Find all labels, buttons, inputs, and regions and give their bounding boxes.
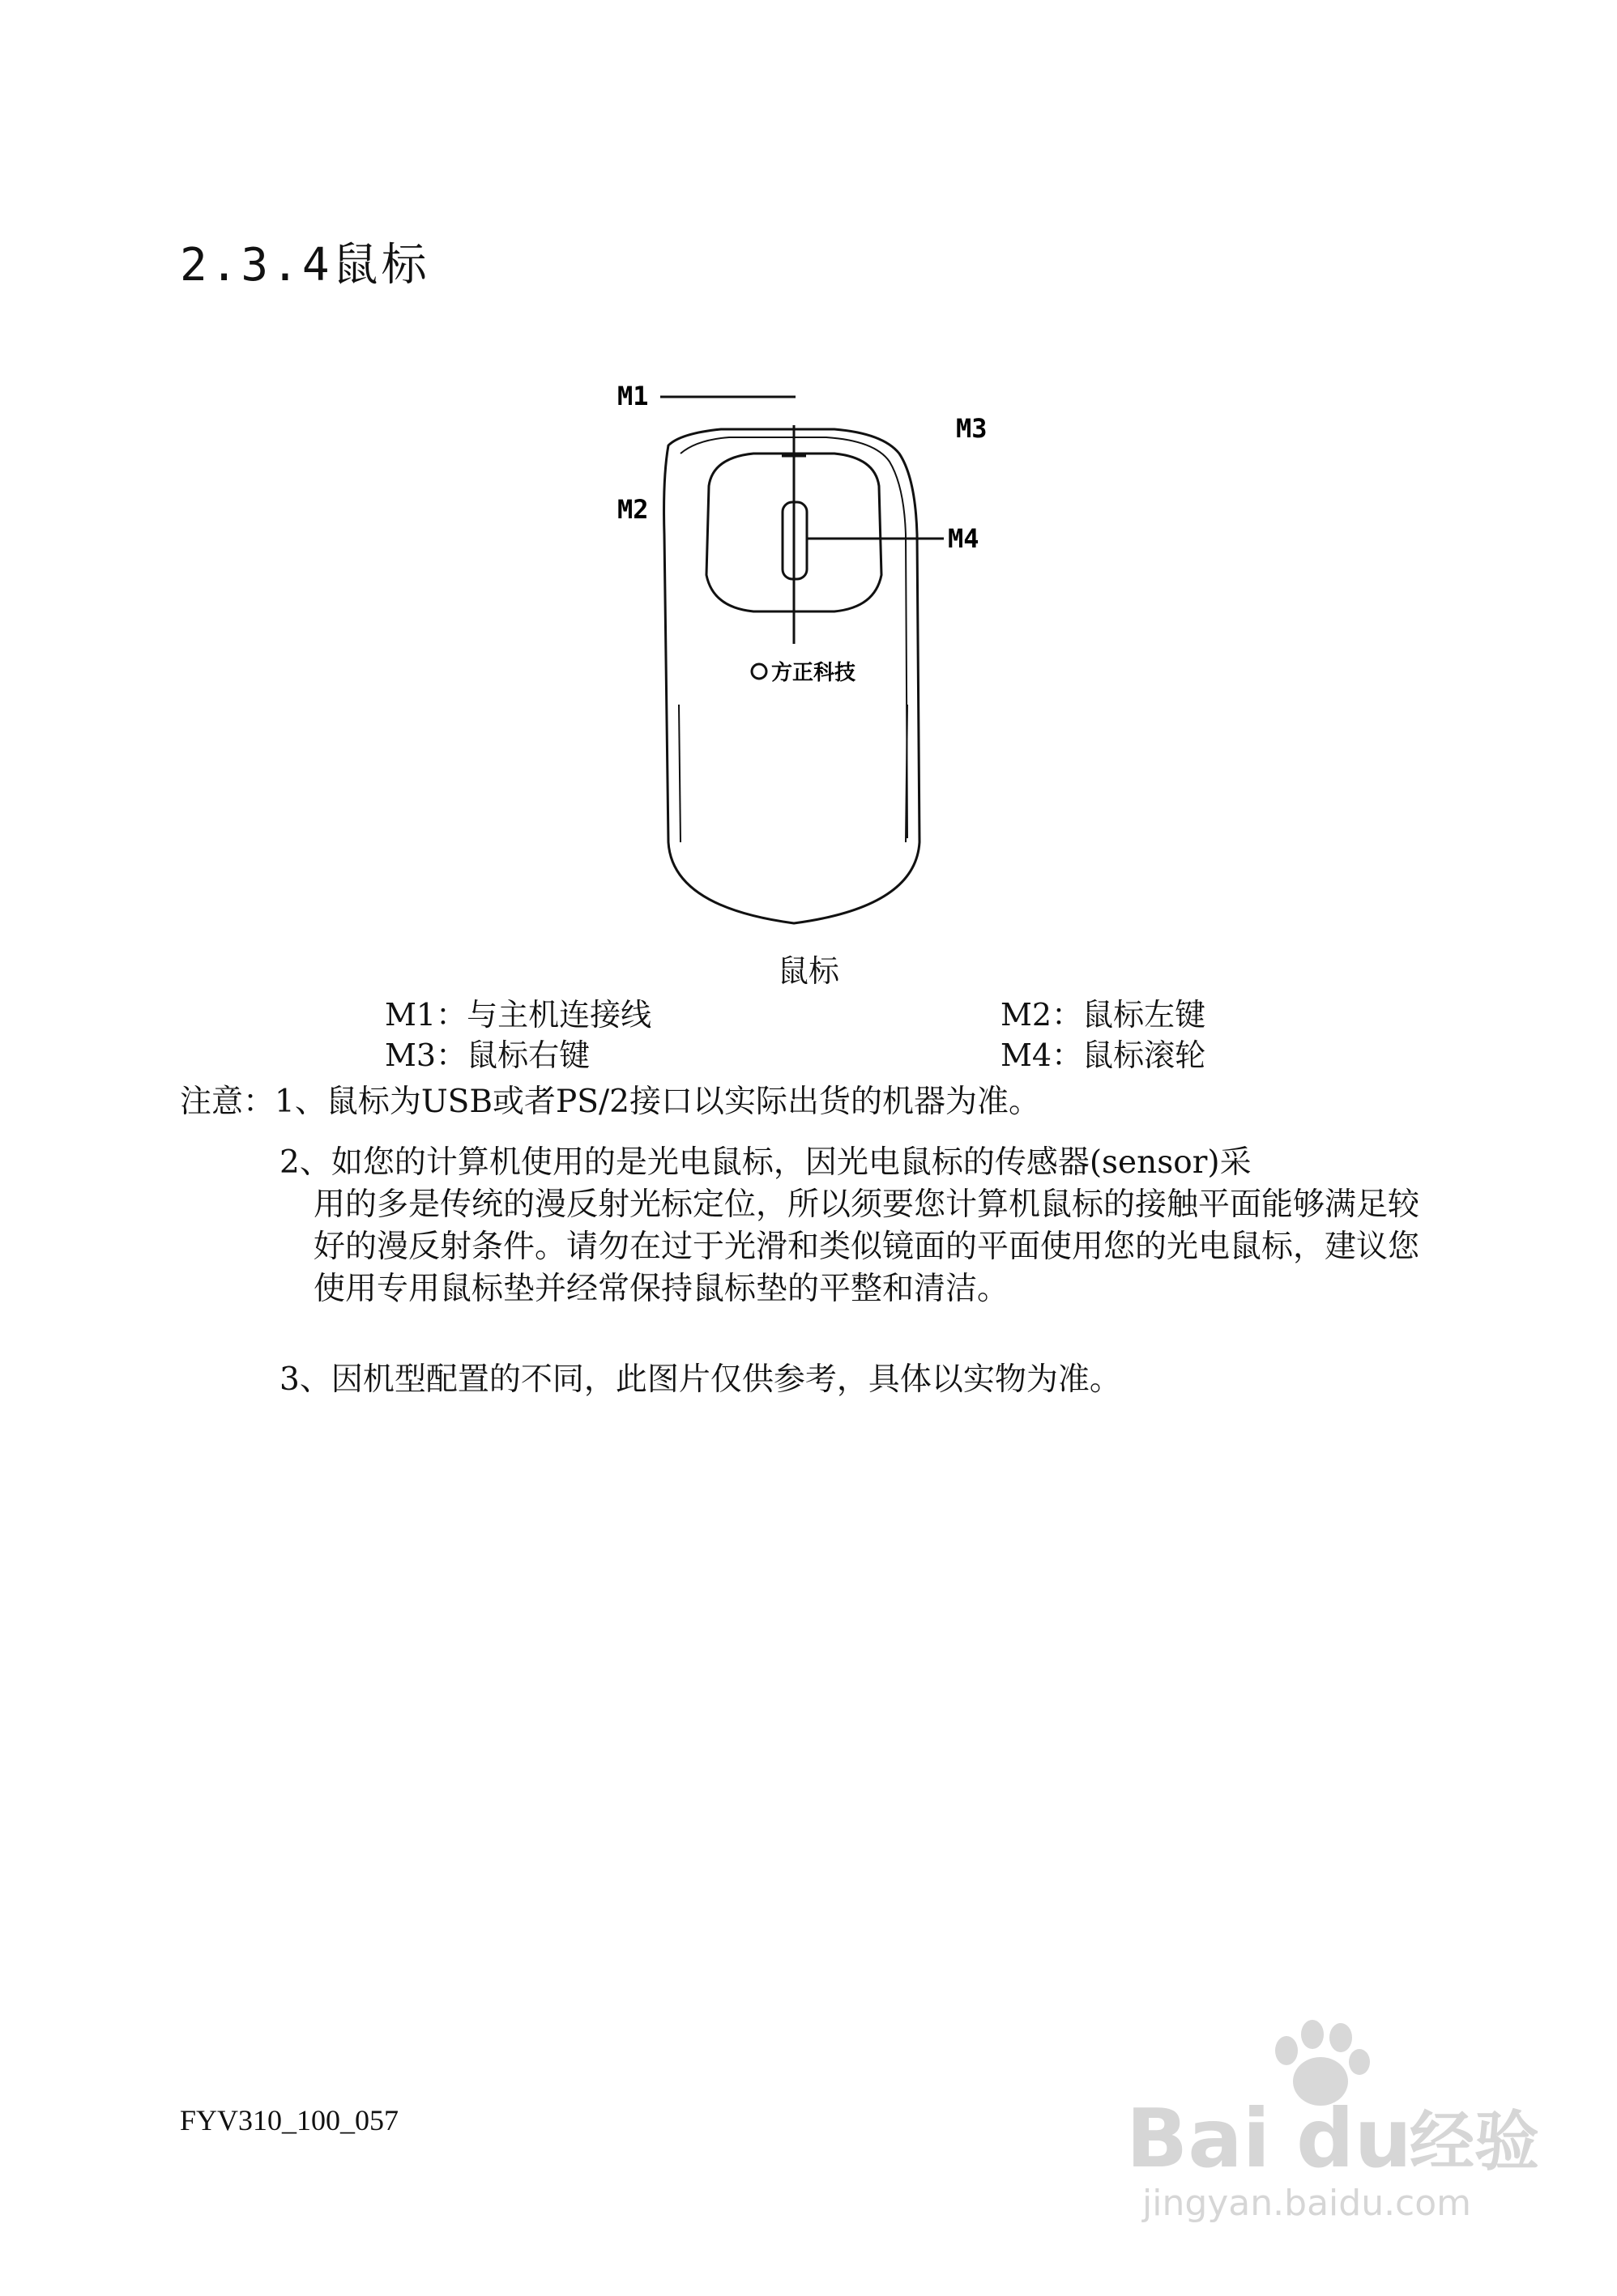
label-m1: M1 bbox=[617, 381, 649, 411]
section-heading: 2.3.4鼠标 bbox=[180, 239, 430, 292]
watermark-product: 经验 bbox=[1410, 2104, 1539, 2179]
watermark-brand: Bai bbox=[1126, 2091, 1270, 2186]
label-m4: M4 bbox=[948, 523, 979, 554]
legend-m4: M4：鼠标滚轮 bbox=[1000, 1037, 1206, 1073]
note-item-2-rest: 用的多是传统的漫反射光标定位，所以须要您计算机鼠标的接触平面能够满足较好的漫反射条件。请勿在过于光滑和类似镜面的平面使用您的光电鼠标，建议您使用专用鼠标垫并经常保持鼠标垫的平整和清洁。 bbox=[314, 1186, 1420, 1307]
note-item-2 bbox=[279, 1142, 1430, 1310]
watermark-brand-suffix: du bbox=[1296, 2091, 1412, 2186]
legend-m2: M2：鼠标左键 bbox=[1000, 997, 1206, 1033]
figure-caption: 鼠标 bbox=[778, 953, 840, 989]
brand-logo-icon bbox=[752, 664, 766, 679]
document-id: FYV310_100_057 bbox=[180, 2104, 399, 2136]
legend-m1: M1：与主机连接线 bbox=[385, 997, 652, 1033]
note-item-1: 注意：1、鼠标为USB或者PS/2接口以实际出货的机器为准。 bbox=[180, 1084, 1040, 1120]
label-m2: M2 bbox=[617, 494, 649, 525]
watermark-url: jingyan.baidu.com bbox=[1142, 2183, 1472, 2224]
baidu-watermark bbox=[1118, 1984, 1555, 2227]
brand-logo-text: 方正科技 bbox=[771, 661, 856, 685]
legend-m3: M3：鼠标右键 bbox=[385, 1037, 591, 1073]
mouse-diagram bbox=[567, 356, 1021, 948]
note-item-3: 3、因机型配置的不同，此图片仅供参考，具体以实物为准。 bbox=[279, 1361, 1121, 1398]
note-item-2-first: 2、如您的计算机使用的是光电鼠标，因光电鼠标的传感器(sensor)采 bbox=[279, 1144, 1252, 1181]
label-m3: M3 bbox=[956, 413, 988, 444]
